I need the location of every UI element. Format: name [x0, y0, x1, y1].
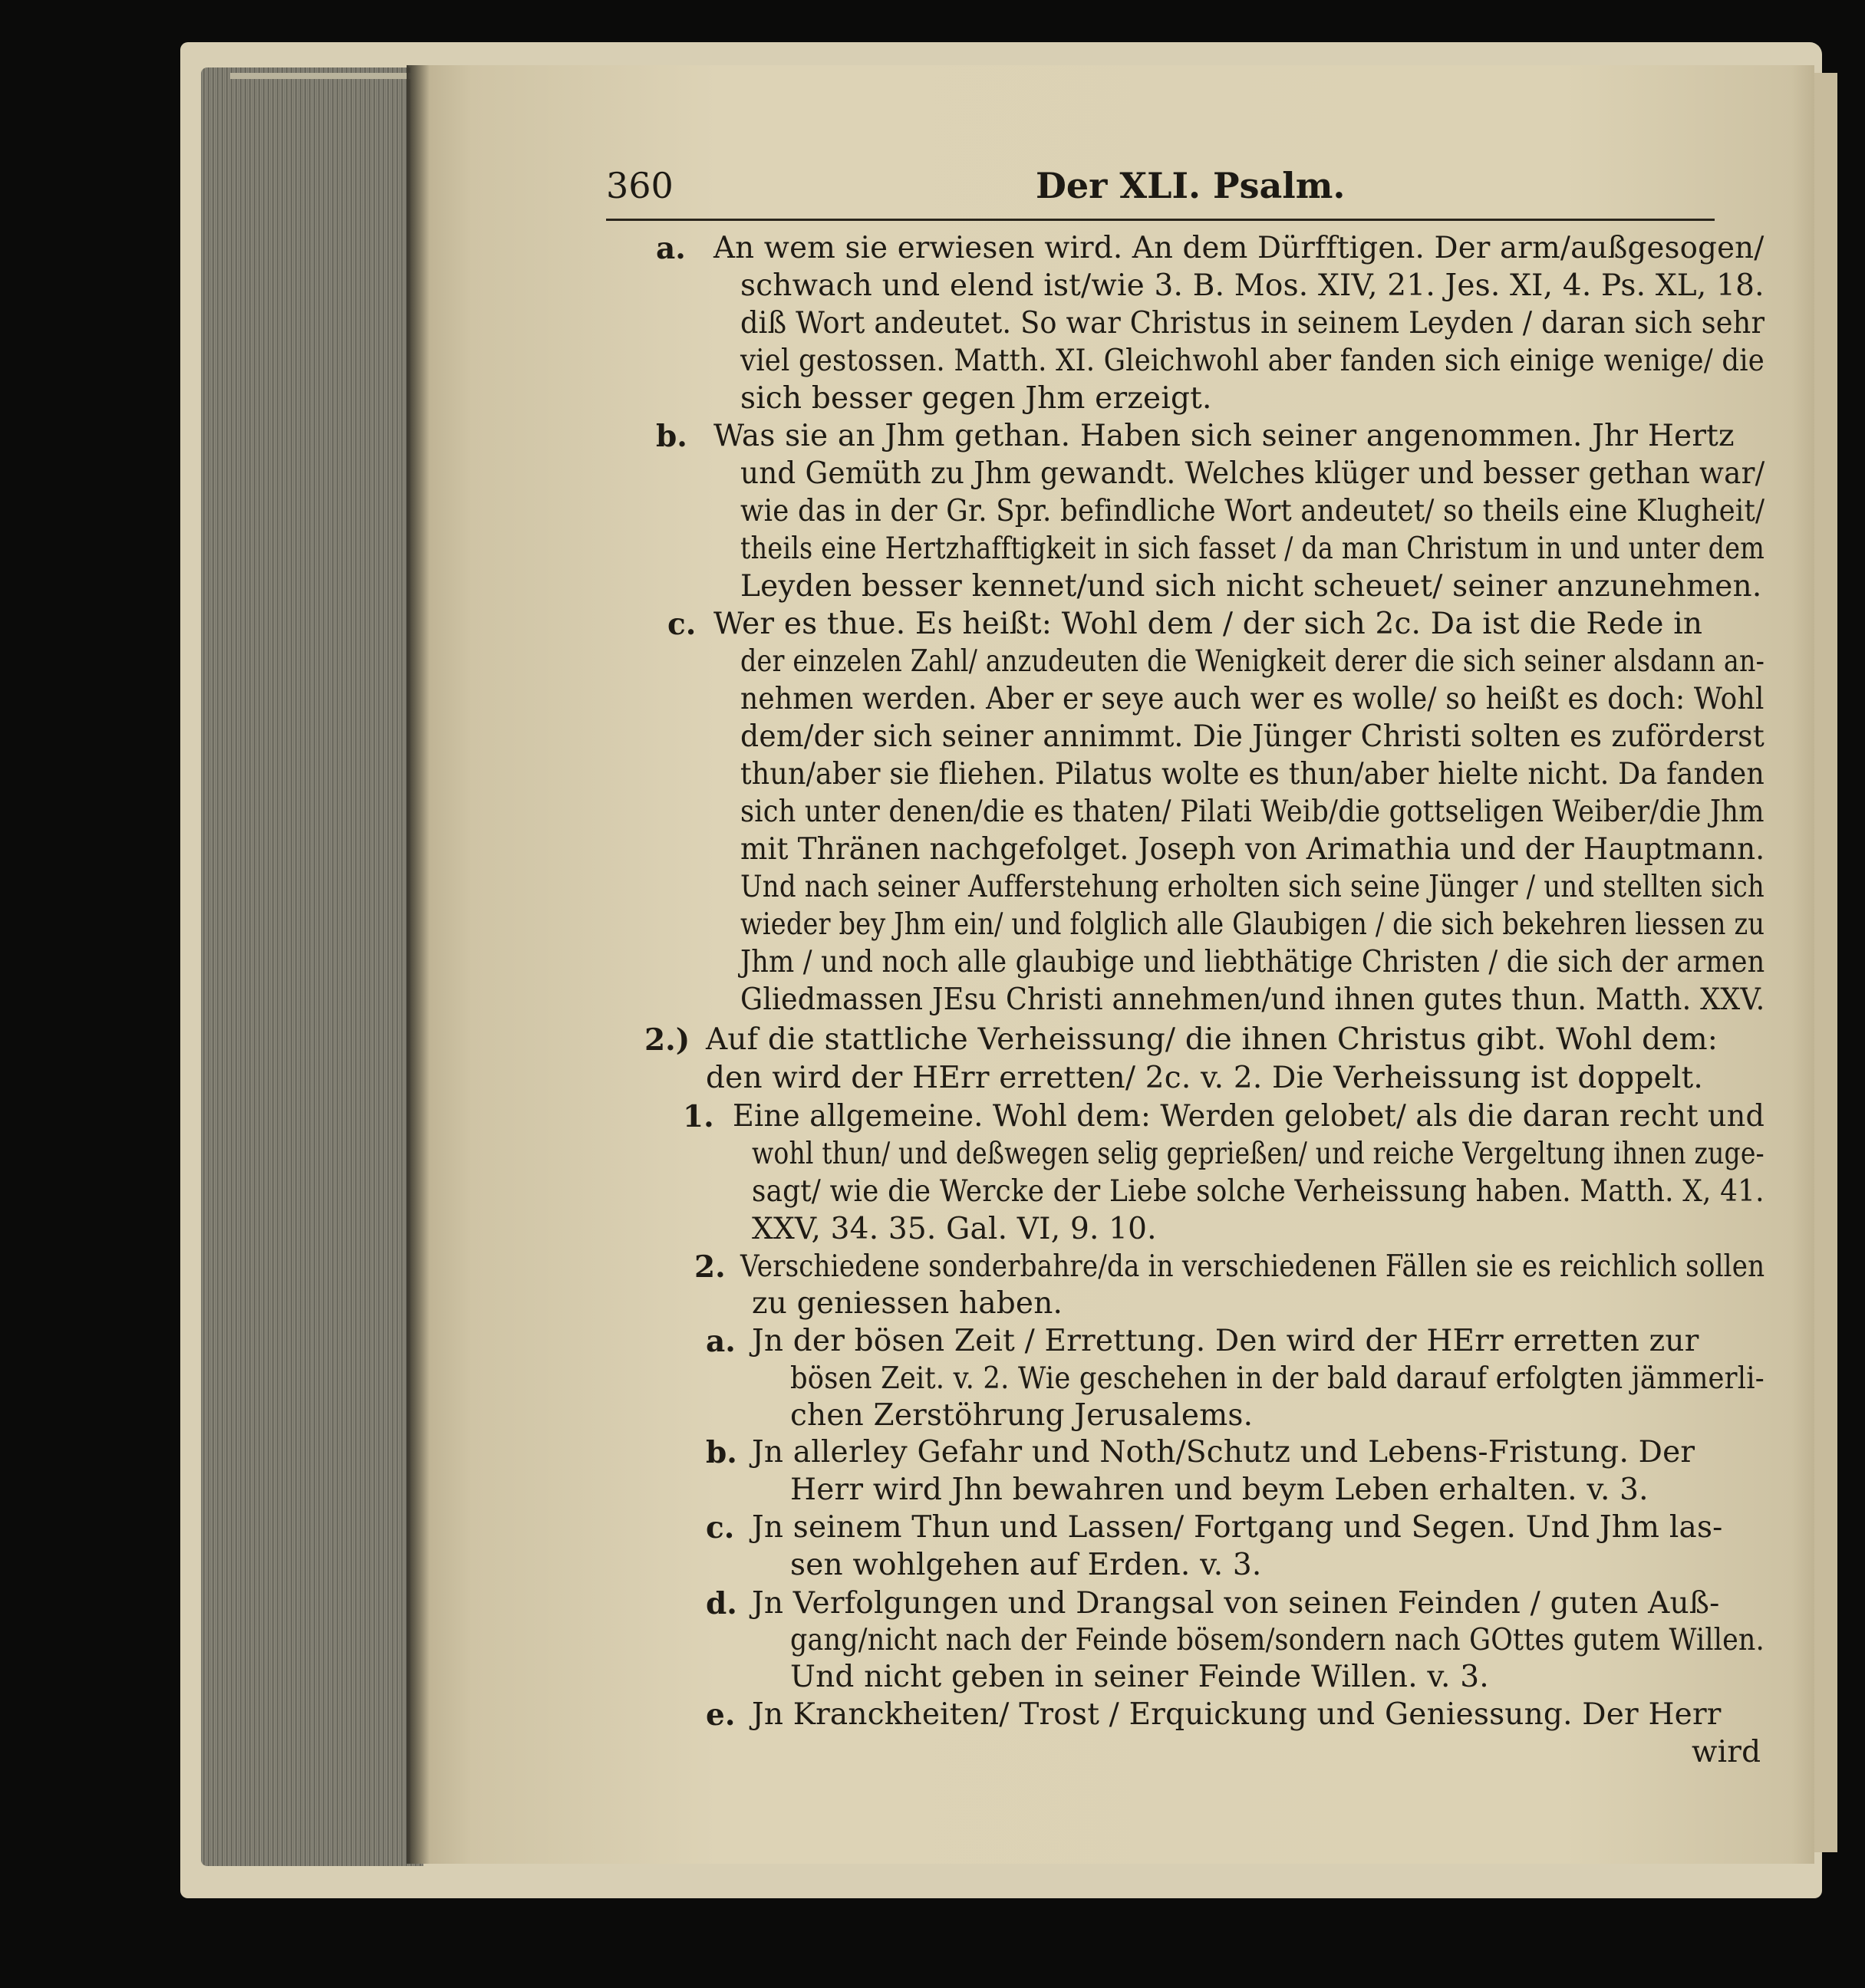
text-line: dem/der sich seiner annimmt. Die Jünger Christi solten es zuförderst — [740, 719, 1765, 754]
text-line: schwach und elend ist/wie 3. B. Mos. XIV, 21. Jes. XI, 4. Ps. XL, 18. — [740, 268, 1765, 303]
text-line: Gliedmassen JEsu Christi annehmen/und ihnen gutes thun. Matth. XXV. — [740, 982, 1765, 1017]
list-marker: a. — [656, 231, 686, 266]
text-line: und Gemüth zu Jhm gewandt. Welches klüger und besser gethan war/ — [740, 456, 1765, 491]
text-line: XXV, 34. 35. Gal. VI, 9. 10. — [752, 1212, 1157, 1246]
text-line: Und nicht geben in seiner Feinde Willen. v. 3. — [790, 1660, 1489, 1694]
text-line: sich besser gegen Jhm erzeigt. — [740, 381, 1212, 416]
text-line: Leyden besser kennet/und sich nicht scheuet/ seiner anzunehmen. — [740, 569, 1762, 604]
list-marker: d. — [706, 1586, 737, 1621]
text-line: Jn Verfolgungen und Drangsal von seinen Feinden / guten Auß- — [752, 1586, 1720, 1621]
list-marker: b. — [656, 419, 687, 454]
text-line: der einzelen Zahl/ anzudeuten die Wenigkeit derer die sich seiner alsdann an- — [740, 644, 1765, 679]
page-number: 360 — [606, 165, 674, 206]
text-line: theils eine Hertzhafftigkeit in sich fasset / da man Christum in und unter dem — [740, 532, 1765, 566]
text-line: zu geniessen haben. — [752, 1286, 1063, 1321]
list-marker: a. — [706, 1324, 736, 1359]
text-line: den wird der HErr erretten/ 2c. v. 2. Die Verheissung ist doppelt. — [706, 1061, 1704, 1095]
text-line: viel gestossen. Matth. XI. Gleichwohl aber fanden sich einige wenige/ die — [740, 344, 1765, 378]
list-marker: c. — [706, 1510, 735, 1545]
list-marker: 2. — [694, 1249, 726, 1285]
list-marker: c. — [667, 607, 697, 642]
text-line: mit Thränen nachgefolget. Joseph von Arimathia und der Hauptmann. — [740, 832, 1765, 867]
text-line: Jn Kranckheiten/ Trost / Erquickung und Geniessung. Der Herr — [752, 1697, 1722, 1732]
text-line: Jn der bösen Zeit / Errettung. Den wird der HErr erretten zur — [752, 1324, 1699, 1358]
text-line: sen wohlgehen auf Erden. v. 3. — [790, 1548, 1262, 1582]
text-line: Und nach seiner Aufferstehung erholten sich seine Jünger / und stellten sich — [740, 870, 1765, 904]
list-marker: e. — [706, 1697, 736, 1733]
text-line: thun/aber sie fliehen. Pilatus wolte es thun/aber hielte nicht. Da fanden — [740, 757, 1765, 792]
text-line: diß Wort andeutet. So war Christus in seinem Leyden / daran sich sehr — [740, 306, 1765, 341]
text-line: An wem sie erwiesen wird. An dem Dürfftigen. Der arm/außgesogen/ — [713, 231, 1765, 265]
text-line: Herr wird Jhn bewahren und beym Leben erhalten. v. 3. — [790, 1473, 1649, 1507]
catchword: wird — [1692, 1735, 1761, 1769]
text-line: Jn seinem Thun und Lassen/ Fortgang und Segen. Und Jhm las- — [752, 1510, 1723, 1545]
text-line: Wer es thue. Es heißt: Wohl dem / der sich 2c. Da ist die Rede in — [713, 607, 1703, 641]
text-line: sagt/ wie die Wercke der Liebe solche Verheissung haben. Matth. X, 41. — [752, 1174, 1765, 1209]
text-line: bösen Zeit. v. 2. Wie geschehen in der bald darauf erfolgten jämmerli- — [790, 1361, 1765, 1396]
text-line: chen Zerstöhrung Jerusalems. — [790, 1398, 1254, 1433]
text-line: Jhm / und noch alle glaubige und liebthätige Christen / die sich der armen — [740, 945, 1765, 979]
text-line: Jn allerley Gefahr und Noth/Schutz und Lebens-Fristung. Der — [752, 1435, 1695, 1470]
list-marker: b. — [706, 1435, 737, 1470]
text-line: gang/nicht nach der Feinde bösem/sondern nach GOttes gutem Willen. — [790, 1623, 1765, 1657]
text-line: Auf die stattliche Verheissung/ die ihnen Christus gibt. Wohl dem: — [706, 1022, 1718, 1057]
running-title: Der XLI. Psalm. — [1036, 165, 1346, 206]
text-line: sich unter denen/die es thaten/ Pilati Weib/die gottseligen Weiber/die Jhm — [740, 795, 1765, 829]
text-line: wohl thun/ und deßwegen selig geprießen/ und reiche Vergeltung ihnen zuge- — [752, 1137, 1765, 1171]
list-marker: 1. — [683, 1099, 714, 1134]
text-line: Was sie an Jhm gethan. Haben sich seiner angenommen. Jhr Hertz — [713, 419, 1735, 453]
text-line: nehmen werden. Aber er seye auch wer es wolle/ so heißt es doch: Wohl — [740, 682, 1765, 716]
text-line: wie das in der Gr. Spr. befindliche Wort andeutet/ so theils eine Klugheit/ — [740, 494, 1765, 528]
text-line: Eine allgemeine. Wohl dem: Werden gelobet/ als die daran recht und — [733, 1099, 1765, 1134]
text-line: Verschiedene sonderbahre/da in verschiedenen Fällen sie es reichlich sollen — [740, 1249, 1765, 1284]
text-line: wieder bey Jhm ein/ und folglich alle Glaubigen / die sich bekehren liessen zu — [740, 907, 1765, 942]
list-marker: 2.) — [644, 1022, 690, 1058]
